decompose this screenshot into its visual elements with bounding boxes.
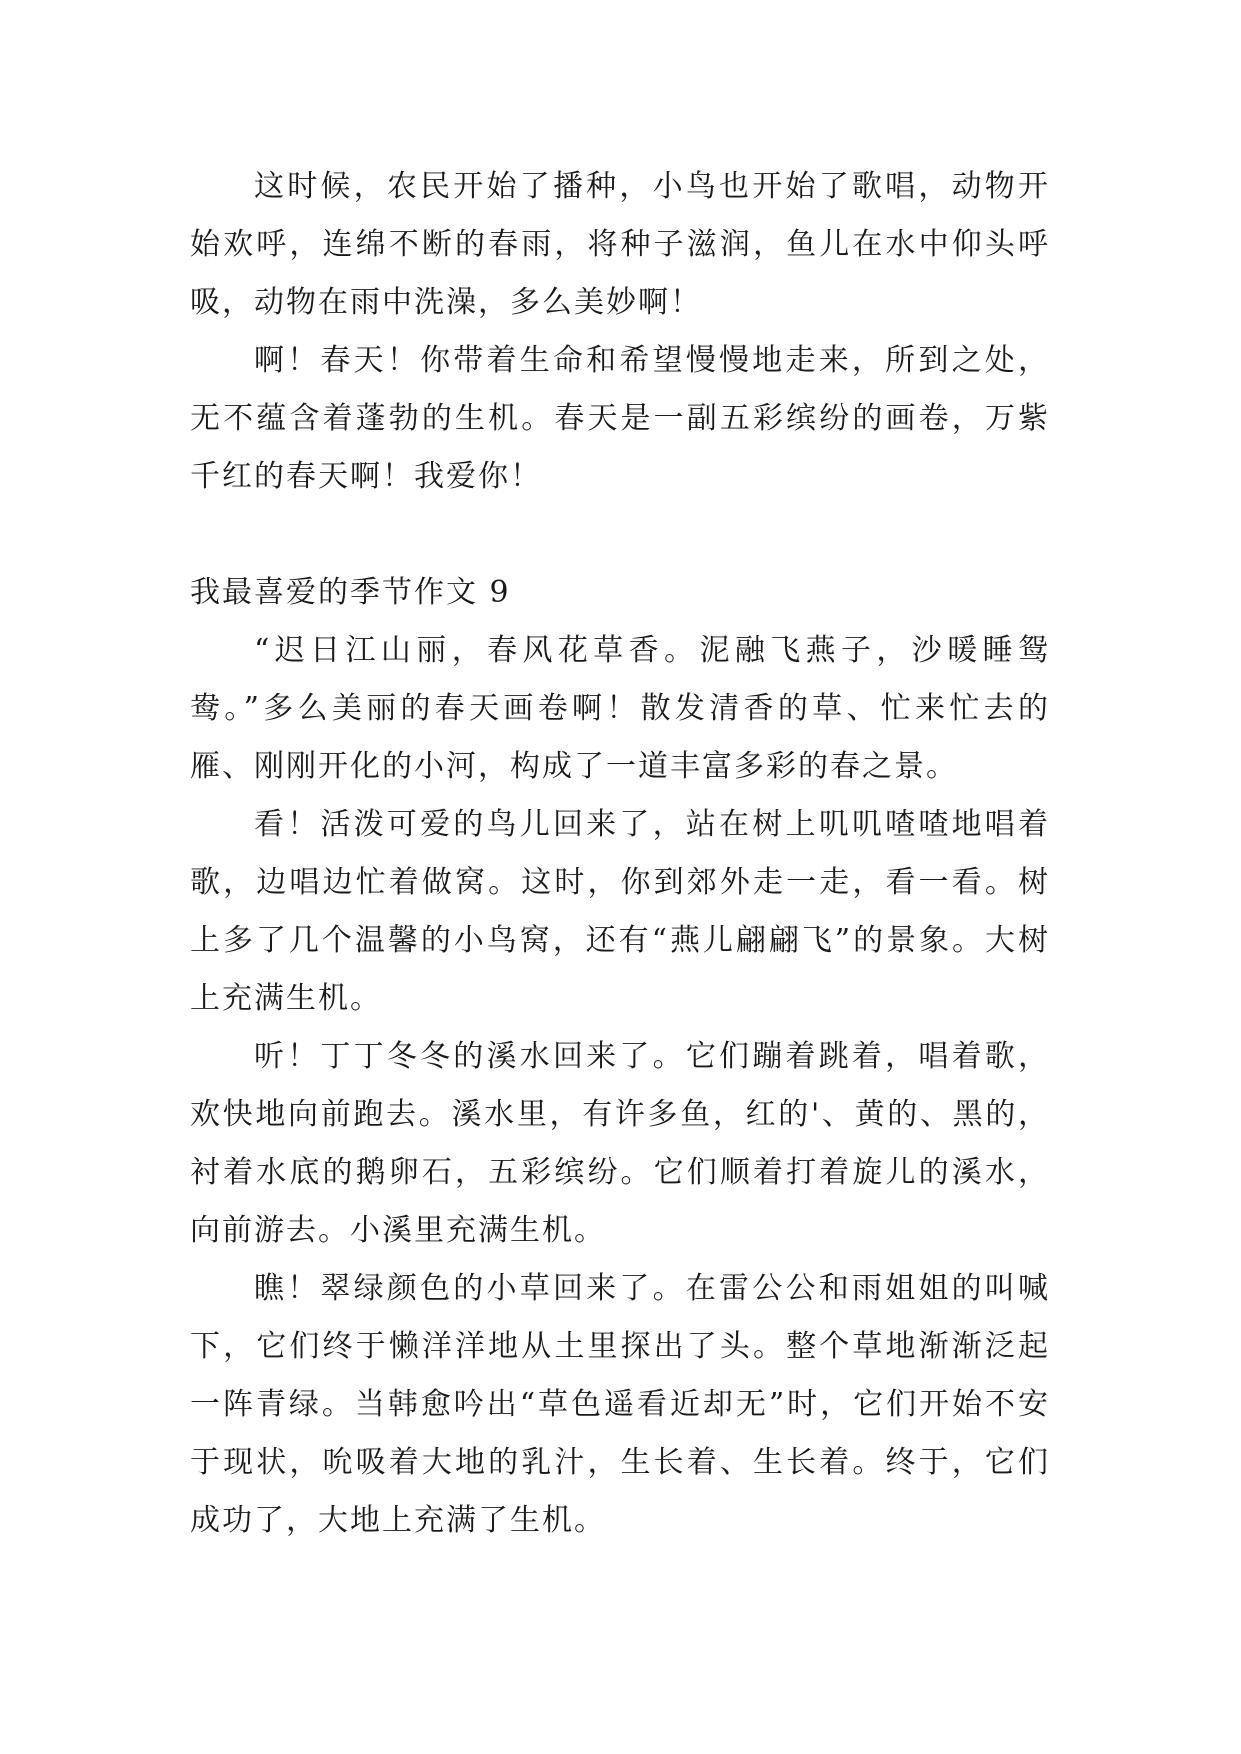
paragraph-planting: 这时候，农民开始了播种，小鸟也开始了歌唱，动物开始欢呼，连绵不断的春雨，将种子滋润，鱼儿在水中仰头呼吸，动物在雨中洗澡，多么美妙啊！	[190, 169, 1050, 320]
paragraph-spring-praise: 啊！春天！你带着生命和希望慢慢地走来，所到之处，无不蕴含着蓬勃的生机。春天是一副五彩缤纷的画卷，万紫千红的春天啊！我爱你！	[190, 343, 1050, 494]
document-body	[190, 158, 1050, 1550]
paragraph-stream: 听！丁丁冬冬的溪水回来了。它们蹦着跳着，唱着歌，欢快地向前跑去。溪水里，有许多鱼，红的'、黄的、黑的，衬着水底的鹅卵石，五彩缤纷。它们顺着打着旋儿的溪水，向前游去。小溪里充满生机。	[190, 1039, 1050, 1248]
paragraph-grass: 瞧！翠绿颜色的小草回来了。在雷公公和雨姐姐的叫喊下，它们终于懒洋洋地从土里探出了头。整个草地渐渐泛起一阵青绿。当韩愈吟出“草色遥看近却无”时，它们开始不安于现状，吮吸着大地的乳汁，生长着、生长着。终于，它们成功了，大地上充满了生机。	[190, 1271, 1050, 1538]
paragraph-poem: “迟日江山丽，春风花草香。泥融飞燕子，沙暖睡鸳鸯。”多么美丽的春天画卷啊！散发清香的草、忙来忙去的雁、刚刚开化的小河，构成了一道丰富多彩的春之景。	[190, 633, 1050, 784]
paragraph-birds: 看！活泼可爱的鸟儿回来了，站在树上叽叽喳喳地唱着歌，边唱边忙着做窝。这时，你到郊外走一走，看一看。树上多了几个温馨的小鸟窝，还有“燕儿翩翩飞”的景象。大树上充满生机。	[190, 807, 1050, 1016]
section-title: 我最喜爱的季节作文 9	[190, 575, 511, 610]
